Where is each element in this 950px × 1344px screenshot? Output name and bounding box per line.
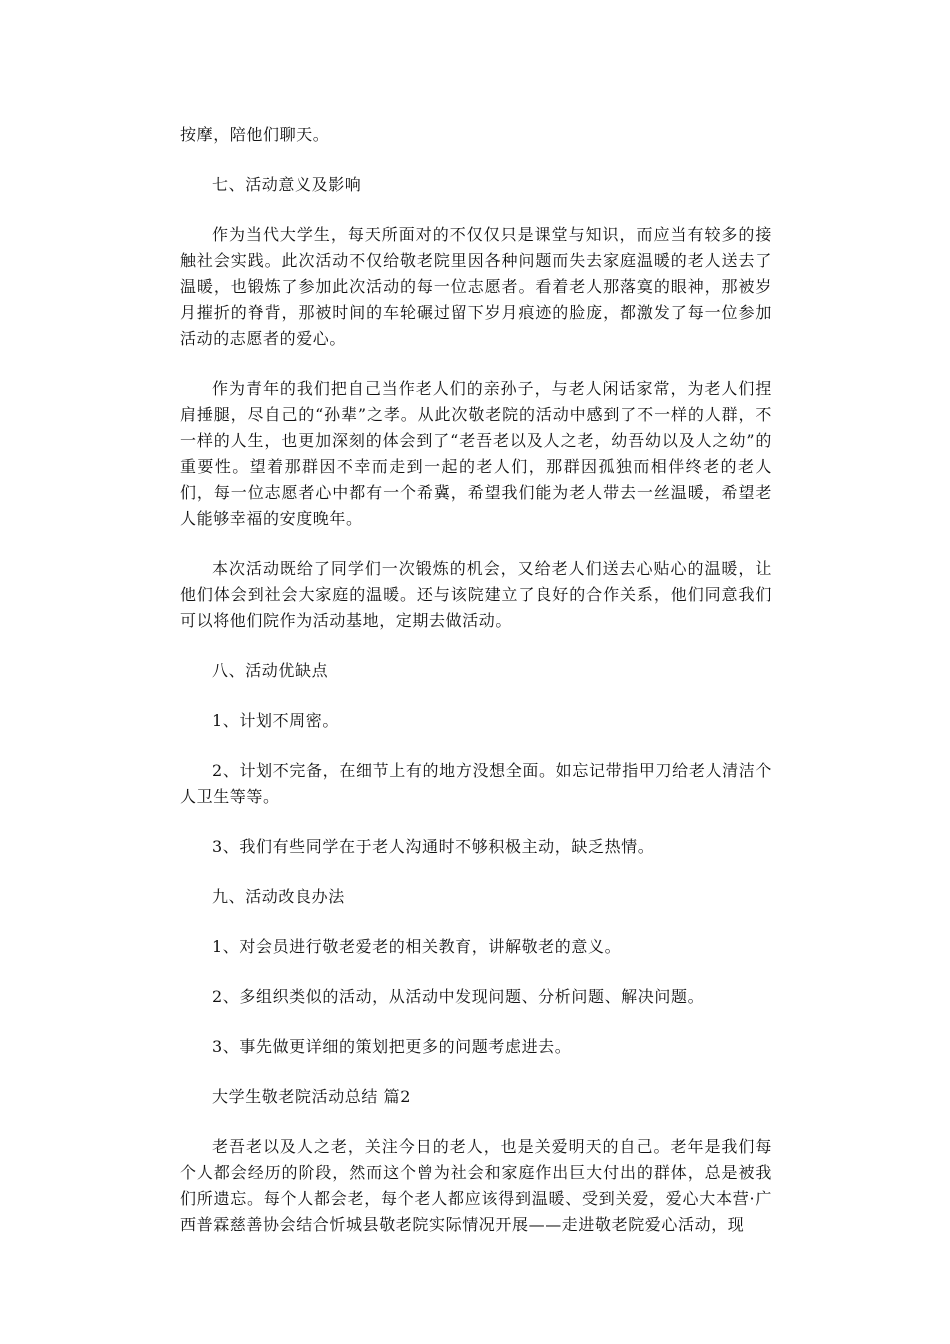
paragraph-significance-3: 本次活动既给了同学们一次锻炼的机会，又给老人们送去心贴心的温暖，让他们体会到社会大家庭的温暖。还与该院建立了良好的合作关系，他们同意我们可以将他们院作为活动基地，定期去做活动。 xyxy=(180,559,772,630)
section-heading-9: 九、活动改良办法 xyxy=(212,887,345,906)
list-item-improvement-2: 2、多组织类似的活动，从活动中发现问题、分析问题、解决问题。 xyxy=(212,987,705,1006)
list-item-drawback-2: 2、计划不完备，在细节上有的地方没想全面。如忘记带指甲刀给老人清洁个人卫生等等。 xyxy=(180,761,772,806)
list-item-drawback-3: 3、我们有些同学在于老人沟通时不够积极主动，缺乏热情。 xyxy=(212,837,655,856)
paragraph-significance-1: 作为当代大学生，每天所面对的不仅仅只是课堂与知识，而应当有较多的接触社会实践。此次活动不仅给敬老院里因各种问题而失去家庭温暖的老人送去了温暖，也锻炼了参加此次活动的每一位志愿者。看着老人那落寞的眼神，那被岁月摧折的脊背，那被时间的车轮碾过留下岁月痕迹的脸庞，都激发了每一位参加活动的志愿者的爱心。 xyxy=(180,225,772,348)
document-page xyxy=(180,122,772,1238)
paragraph-significance-2: 作为青年的我们把自己当作老人们的亲孙子，与老人闲话家常，为老人们捏肩捶腿，尽自己的“孙辈”之孝。从此次敬老院的活动中感到了不一样的人群，不一样的人生，也更加深刻的体会到了“老吾老以及人之老，幼吾幼以及人之幼”的重要性。望着那群因不幸而走到一起的老人们，那群因孤独而相伴终老的老人们，每一位志愿者心中都有一个希冀，希望我们能为老人带去一丝温暖，希望老人能够幸福的安度晚年。 xyxy=(180,379,772,528)
list-item-improvement-3: 3、事先做更详细的策划把更多的问题考虑进去。 xyxy=(212,1037,572,1056)
article-title-part-2: 大学生敬老院活动总结 篇2 xyxy=(212,1087,412,1106)
list-item-improvement-1: 1、对会员进行敬老爱老的相关教育，讲解敬老的意义。 xyxy=(212,937,622,956)
section-heading-8: 八、活动优缺点 xyxy=(212,661,329,680)
paragraph-continuation: 按摩，陪他们聊天。 xyxy=(180,125,330,144)
paragraph-part-2-intro: 老吾老以及人之老，关注今日的老人，也是关爱明天的自己。老年是我们每个人都会经历的阶段，然而这个曾为社会和家庭作出巨大付出的群体，总是被我们所遗忘。每个人都会老，每个老人都应该得到温暖、受到关爱，爱心大本营·广西普霖慈善协会结合忻城县敬老院实际情况开展——走进敬老院爱心活动，现 xyxy=(180,1137,772,1234)
list-item-drawback-1: 1、计划不周密。 xyxy=(212,711,339,730)
section-heading-7: 七、活动意义及影响 xyxy=(212,175,362,194)
